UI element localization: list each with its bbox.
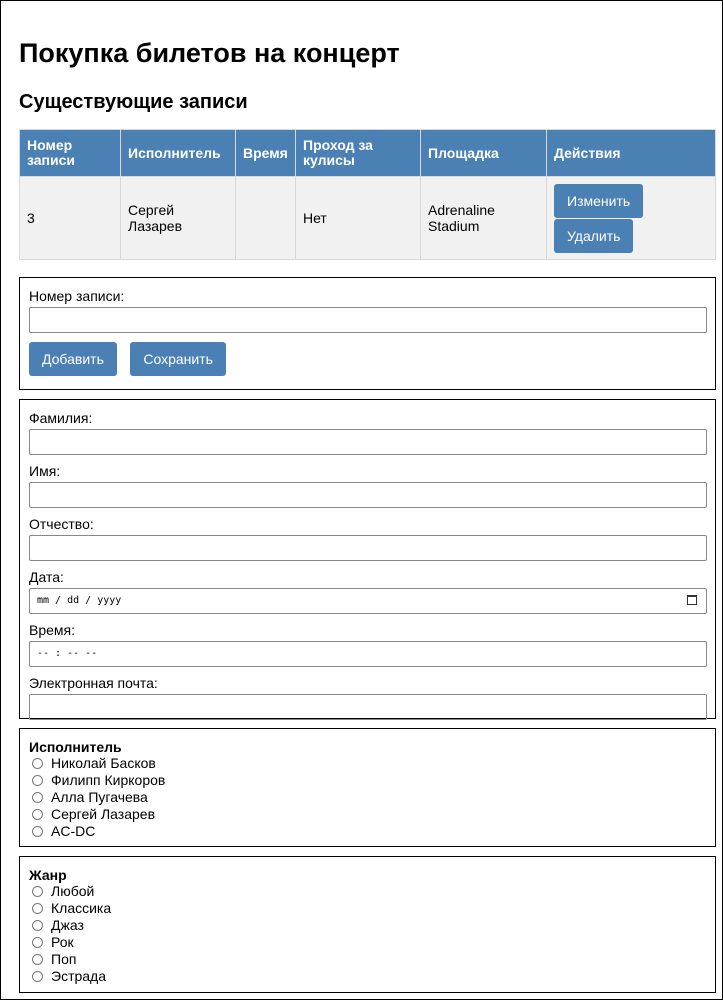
option-label: Рок — [51, 934, 74, 950]
table-header-row — [20, 130, 716, 177]
col-header-artist: Исполнитель — [121, 130, 236, 177]
section-title: Существующие записи — [19, 91, 248, 113]
record-number-input[interactable] — [29, 307, 707, 333]
last-name-input[interactable] — [29, 429, 707, 455]
artist-option[interactable] — [29, 823, 706, 840]
date-label: Дата: — [29, 569, 64, 585]
records-table — [19, 129, 716, 260]
save-button[interactable]: Сохранить — [130, 342, 226, 376]
option-label: Николай Басков — [51, 755, 156, 771]
date-placeholder: mm / dd / yyyy — [37, 595, 122, 606]
email-input[interactable] — [29, 694, 707, 720]
table-row — [20, 177, 716, 260]
record-number-label: Номер записи: — [29, 288, 125, 304]
artist-option[interactable] — [29, 772, 706, 789]
option-label: Поп — [51, 951, 77, 967]
genre-group — [19, 856, 716, 993]
first-name-input[interactable] — [29, 482, 707, 508]
radio-icon[interactable] — [32, 903, 43, 914]
person-form — [19, 399, 716, 719]
artist-group — [19, 728, 716, 847]
time-input[interactable] — [29, 641, 707, 667]
col-header-time: Время — [236, 130, 296, 177]
radio-icon[interactable] — [32, 792, 43, 803]
radio-icon[interactable] — [32, 920, 43, 931]
date-input[interactable] — [29, 588, 707, 614]
col-header-backstage: Проход за кулисы — [296, 130, 421, 177]
col-header-venue: Площадка — [421, 130, 547, 177]
genre-option[interactable] — [29, 917, 706, 934]
artist-option[interactable] — [29, 789, 706, 806]
genre-option[interactable] — [29, 900, 706, 917]
genre-option[interactable] — [29, 883, 706, 900]
cell-artist: Сергей Лазарев — [121, 177, 236, 260]
artist-option[interactable] — [29, 755, 706, 772]
artist-group-title: Исполнитель — [29, 739, 122, 755]
add-button[interactable]: Добавить — [29, 342, 117, 376]
col-header-actions: Действия — [547, 130, 716, 177]
option-label: Сергей Лазарев — [51, 806, 156, 822]
radio-icon[interactable] — [32, 775, 43, 786]
cell-venue: Adrenaline Stadium — [421, 177, 547, 260]
cell-backstage: Нет — [296, 177, 421, 260]
option-label: Эстрада — [51, 968, 107, 984]
option-label: Любой — [51, 883, 95, 899]
record-form — [19, 277, 716, 390]
cell-time — [236, 177, 296, 260]
option-label: Джаз — [51, 917, 84, 933]
radio-icon[interactable] — [32, 809, 43, 820]
calendar-icon[interactable] — [687, 595, 697, 605]
page-title: Покупка билетов на концерт — [19, 38, 400, 68]
artist-option[interactable] — [29, 806, 706, 823]
delete-button[interactable]: Удалить — [554, 219, 633, 253]
middle-name-label: Отчество: — [29, 516, 94, 532]
option-label: Филипп Киркоров — [51, 772, 166, 788]
radio-icon[interactable] — [32, 886, 43, 897]
page — [1, 37, 716, 993]
time-label: Время: — [29, 622, 76, 638]
option-label: AC-DC — [51, 823, 96, 839]
genre-option[interactable] — [29, 968, 706, 985]
edit-button[interactable]: Изменить — [554, 184, 643, 218]
radio-icon[interactable] — [32, 826, 43, 837]
first-name-label: Имя: — [29, 463, 61, 479]
cell-number: 3 — [20, 177, 121, 260]
cell-actions — [547, 177, 716, 260]
genre-option[interactable] — [29, 951, 706, 968]
genre-option[interactable] — [29, 934, 706, 951]
time-placeholder: -- : -- -- — [37, 648, 98, 659]
radio-icon[interactable] — [32, 758, 43, 769]
option-label: Классика — [51, 900, 112, 916]
radio-icon[interactable] — [32, 971, 43, 982]
record-form-buttons — [29, 342, 706, 376]
radio-icon[interactable] — [32, 954, 43, 965]
middle-name-input[interactable] — [29, 535, 707, 561]
last-name-label: Фамилия: — [29, 410, 93, 426]
genre-group-title: Жанр — [29, 867, 67, 883]
option-label: Алла Пугачева — [51, 789, 148, 805]
col-header-number: Номер записи — [20, 130, 121, 177]
email-label: Электронная почта: — [29, 675, 158, 691]
radio-icon[interactable] — [32, 937, 43, 948]
